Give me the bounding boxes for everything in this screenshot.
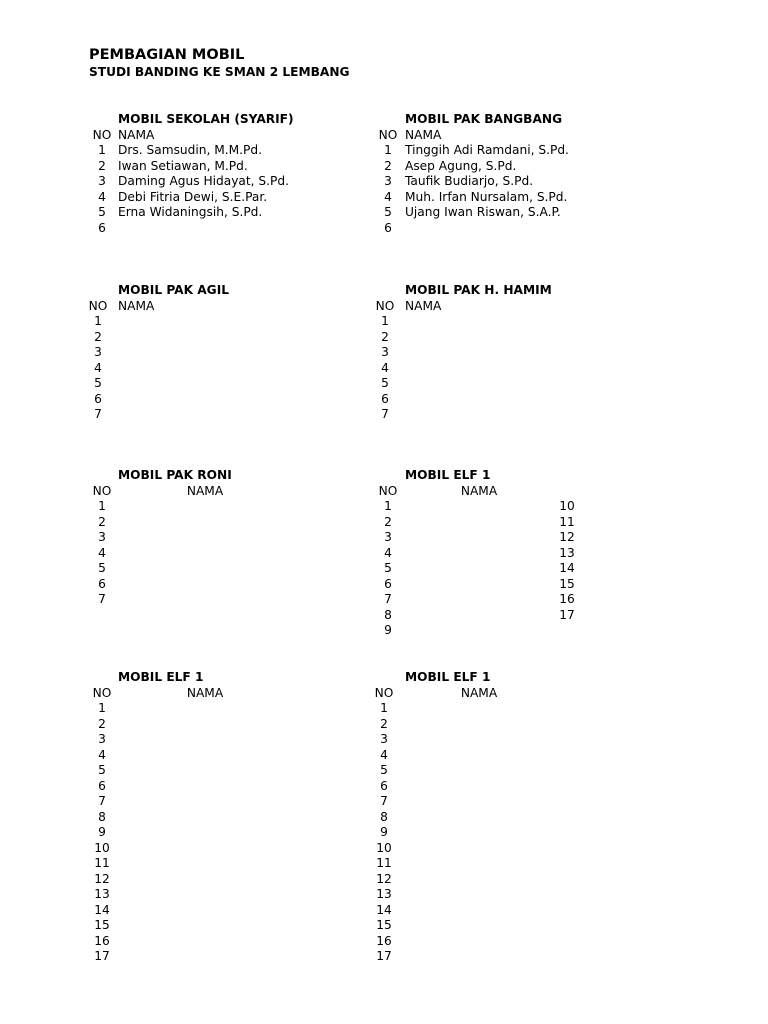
row-number: 3 [380,732,388,746]
nama-column-header: NAMA [186,483,224,498]
section-title: MOBIL PAK H. HAMIM [405,283,552,297]
row-number: 15 [376,918,392,932]
row-number: 6 [384,576,392,591]
row-number: 2 [384,514,392,529]
member-name: Asep Agung, S.Pd. [405,158,517,173]
extra-row-number: 14 [559,561,575,575]
row-number: 1 [98,143,106,157]
row-number: 7 [380,794,388,808]
row-number: 15 [94,918,110,932]
nama-column-header: NAMA [405,298,442,313]
row-number: 4 [98,545,106,560]
row-number: 6 [94,391,102,406]
no-column-header: NO [378,483,398,498]
member-name: Drs. Samsudin, M.M.Pd. [118,143,262,157]
section-title: MOBIL PAK BANGBANG [405,112,563,126]
row-number: 11 [376,856,392,870]
row-number: 10 [94,840,110,855]
row-number: 1 [381,314,389,328]
member-name: Iwan Setiawan, M.Pd. [118,158,248,173]
extra-row-number: 11 [559,514,575,529]
row-number: 5 [94,376,102,390]
row-number: 2 [98,716,106,731]
no-column-header: NO [88,298,108,313]
row-number: 17 [94,949,110,963]
nama-column-header: NAMA [118,127,155,142]
row-number: 1 [384,143,392,157]
row-number: 10 [376,840,392,855]
row-number: 8 [98,809,106,824]
extra-row-number: 15 [559,576,575,591]
row-number: 7 [384,592,392,606]
row-number: 1 [384,499,392,513]
row-number: 9 [380,825,388,839]
row-number: 2 [98,514,106,529]
row-number: 2 [98,158,106,173]
row-number: 8 [384,607,392,622]
page-subtitle: STUDI BANDING KE SMAN 2 LEMBANG [89,65,350,79]
row-number: 16 [376,933,392,948]
no-column-header: NO [378,127,398,142]
no-column-header: NO [92,483,112,498]
nama-column-header: NAMA [186,685,224,700]
row-number: 1 [98,499,106,513]
row-number: 1 [98,701,106,715]
row-number: 4 [98,747,106,762]
row-number: 1 [94,314,102,328]
member-name: Taufik Budiarjo, S.Pd. [405,174,534,188]
row-number: 4 [98,189,106,204]
row-number: 9 [384,623,392,637]
nama-column-header: NAMA [118,298,155,313]
row-number: 14 [94,902,110,917]
row-number: 4 [384,189,392,204]
row-number: 13 [376,887,392,901]
row-number: 4 [384,545,392,560]
nama-column-header: NAMA [460,483,498,498]
nama-column-header: NAMA [405,127,442,142]
row-number: 13 [94,887,110,901]
member-name: Debi Fitria Dewi, S.E.Par. [118,189,268,204]
no-column-header: NO [374,685,394,700]
extra-row-number: 13 [559,545,575,560]
row-number: 6 [98,778,106,793]
row-number: 3 [94,345,102,359]
row-number: 5 [384,205,392,219]
row-number: 7 [98,794,106,808]
row-number: 7 [94,407,102,421]
row-number: 6 [98,220,106,235]
row-number: 16 [94,933,110,948]
row-number: 4 [380,747,388,762]
row-number: 9 [98,825,106,839]
extra-row-number: 10 [559,499,575,513]
row-number: 12 [94,871,110,886]
no-column-header: NO [92,685,112,700]
row-number: 5 [384,561,392,575]
row-number: 6 [381,391,389,406]
section-title: MOBIL SEKOLAH (SYARIF) [118,112,294,126]
row-number: 2 [384,158,392,173]
section-title: MOBIL ELF 1 [405,670,491,684]
row-number: 4 [381,360,389,375]
row-number: 3 [381,345,389,359]
no-column-header: NO [375,298,395,313]
section-title: MOBIL PAK RONI [118,468,232,482]
row-number: 4 [94,360,102,375]
row-number: 17 [376,949,392,963]
row-number: 12 [376,871,392,886]
row-number: 3 [98,732,106,746]
row-number: 3 [384,174,392,188]
row-number: 7 [381,407,389,421]
section-title: MOBIL ELF 1 [405,468,491,482]
row-number: 5 [380,763,388,777]
no-column-header: NO [92,127,112,142]
row-number: 14 [376,902,392,917]
row-number: 8 [380,809,388,824]
row-number: 2 [381,329,389,344]
extra-row-number: 12 [559,530,575,544]
extra-row-number: 17 [559,607,575,622]
page-title: PEMBAGIAN MOBIL [89,47,245,63]
nama-column-header: NAMA [460,685,498,700]
row-number: 3 [98,174,106,188]
row-number: 2 [380,716,388,731]
row-number: 2 [94,329,102,344]
row-number: 6 [380,778,388,793]
section-title: MOBIL ELF 1 [118,670,204,684]
member-name: Ujang Iwan Riswan, S.A.P. [405,205,561,219]
row-number: 5 [98,763,106,777]
row-number: 6 [98,576,106,591]
row-number: 5 [381,376,389,390]
row-number: 7 [98,592,106,606]
member-name: Tinggih Adi Ramdani, S.Pd. [405,143,569,157]
row-number: 1 [380,701,388,715]
member-name: Daming Agus Hidayat, S.Pd. [118,174,289,188]
row-number: 5 [98,205,106,219]
row-number: 5 [98,561,106,575]
member-name: Erna Widaningsih, S.Pd. [118,205,263,219]
row-number: 6 [384,220,392,235]
member-name: Muh. Irfan Nursalam, S.Pd. [405,189,568,204]
row-number: 11 [94,856,110,870]
extra-row-number: 16 [559,592,575,606]
row-number: 3 [98,530,106,544]
row-number: 3 [384,530,392,544]
section-title: MOBIL PAK AGIL [118,283,229,297]
